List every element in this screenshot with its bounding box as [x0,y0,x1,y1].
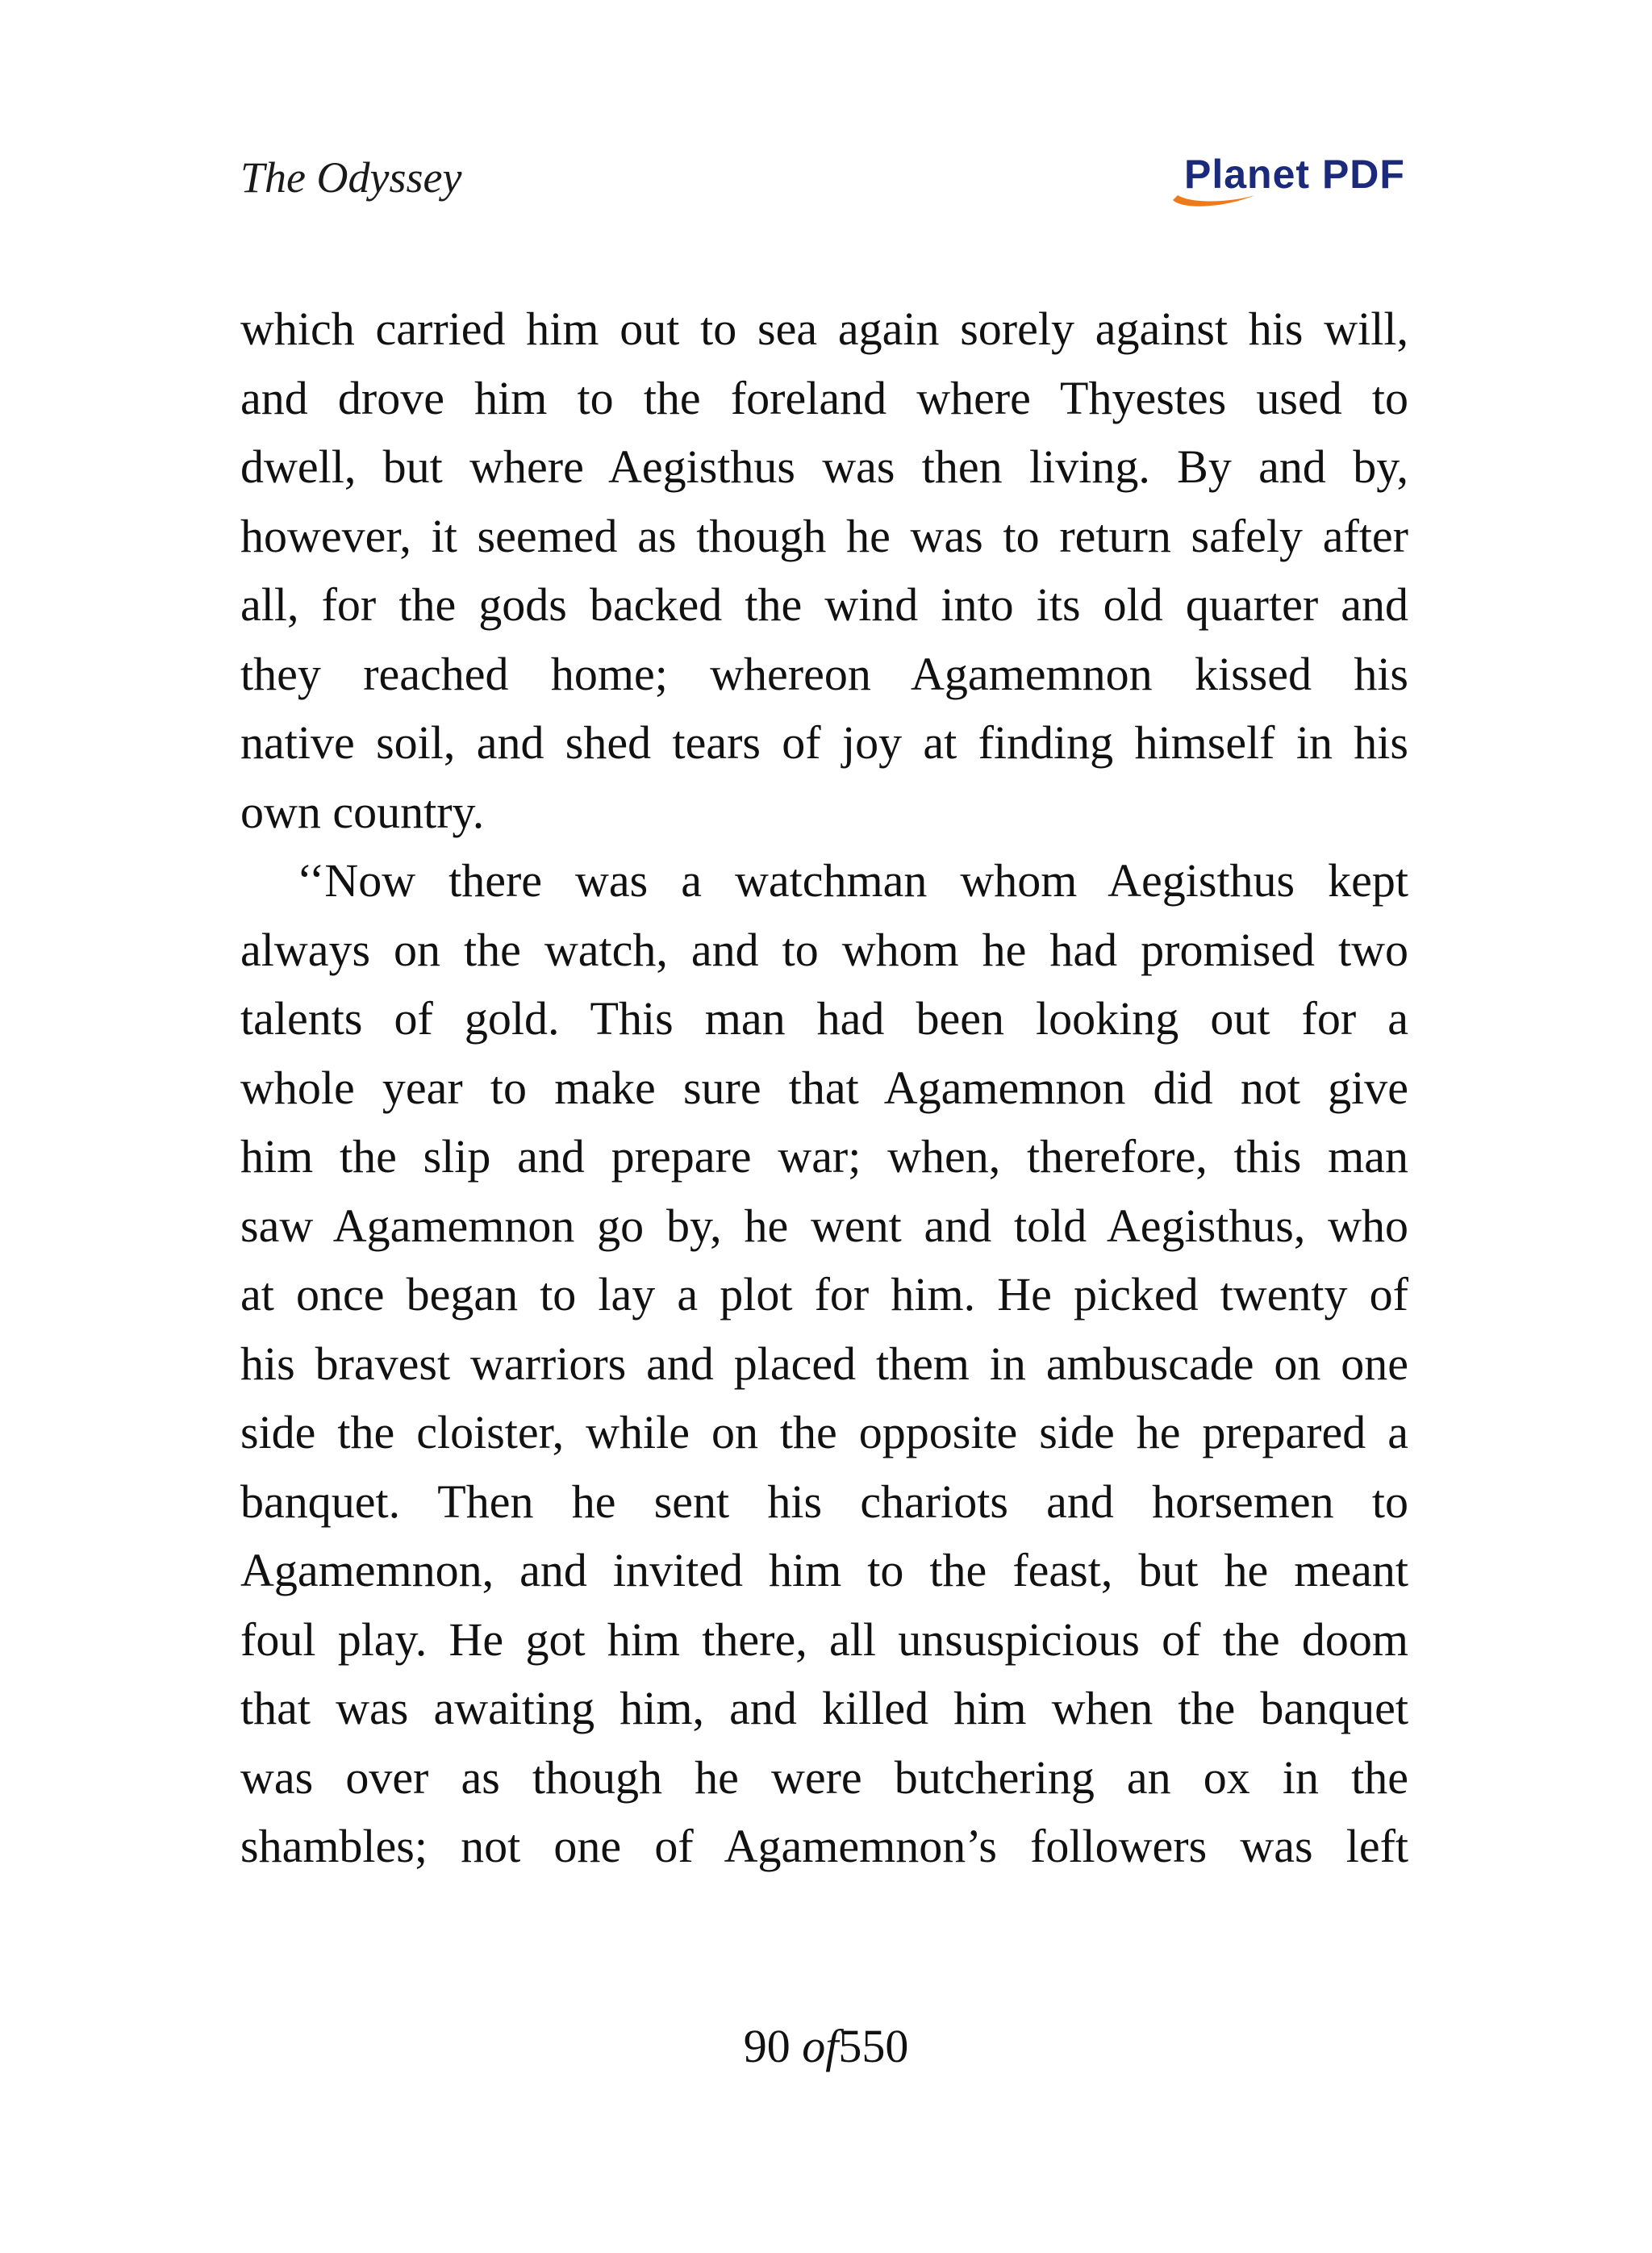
text-line: whole year to make sure that Agamemnon did not give [240,1061,1408,1114]
text-line: all, for the gods backed the wind into its old quarter and [240,578,1408,631]
text-line: own country. [240,785,485,838]
text-line: shambles; not one of Agamemnon’s followers was left [240,1820,1408,1872]
text-line: saw Agamemnon go by, he went and told Aegisthus, who [240,1199,1408,1252]
page-of-label: of [802,2020,839,2072]
text-line: that was awaiting him, and killed him when the banquet [240,1682,1408,1734]
text-line: however, it seemed as though he was to return safely after [240,509,1408,562]
text-line: banquet. Then he sent his chariots and horsemen to [240,1475,1408,1528]
text-line: always on the watch, and to whom he had promised two [240,923,1408,976]
text-line: they reached home; whereon Agamemnon kissed his [240,647,1408,700]
text-line: foul play. He got him there, all unsuspicious of the doom [240,1613,1408,1666]
text-line: ‘‘Now there was a watchman whom Aegisthus kept [297,854,1408,907]
planet-pdf-logo [1166,150,1408,215]
current-page: 90 [743,2020,791,2072]
text-line: talents of gold. This man had been looking out for a [240,992,1408,1045]
text-line: and drove him to the foreland where Thyestes used to [240,371,1408,424]
text-line: at once began to lay a plot for him. He picked twenty of [240,1268,1408,1321]
text-line: which carried him out to sea again sorely against his will, [240,302,1408,355]
page-number [0,2018,1652,2075]
text-line: Agamemnon, and invited him to the feast, but he meant [240,1544,1408,1596]
text-line: side the cloister, while on the opposite side he prepared a [240,1406,1408,1458]
text-line: was over as though he were butchering an ox in the [240,1750,1408,1804]
text-line: dwell, but where Aegisthus was then living. By and by, [240,440,1408,493]
text-line: native soil, and shed tears of joy at finding himself in his [240,716,1408,769]
body-text [240,294,1408,1881]
text-line: him the slip and prepare war; when, therefore, this man [240,1130,1408,1183]
running-header-title: The Odyssey [240,153,462,202]
logo-text: Planet PDF [1184,152,1405,197]
total-pages: 550 [838,2020,909,2072]
text-line: his bravest warriors and placed them in ambuscade on one [240,1337,1408,1390]
